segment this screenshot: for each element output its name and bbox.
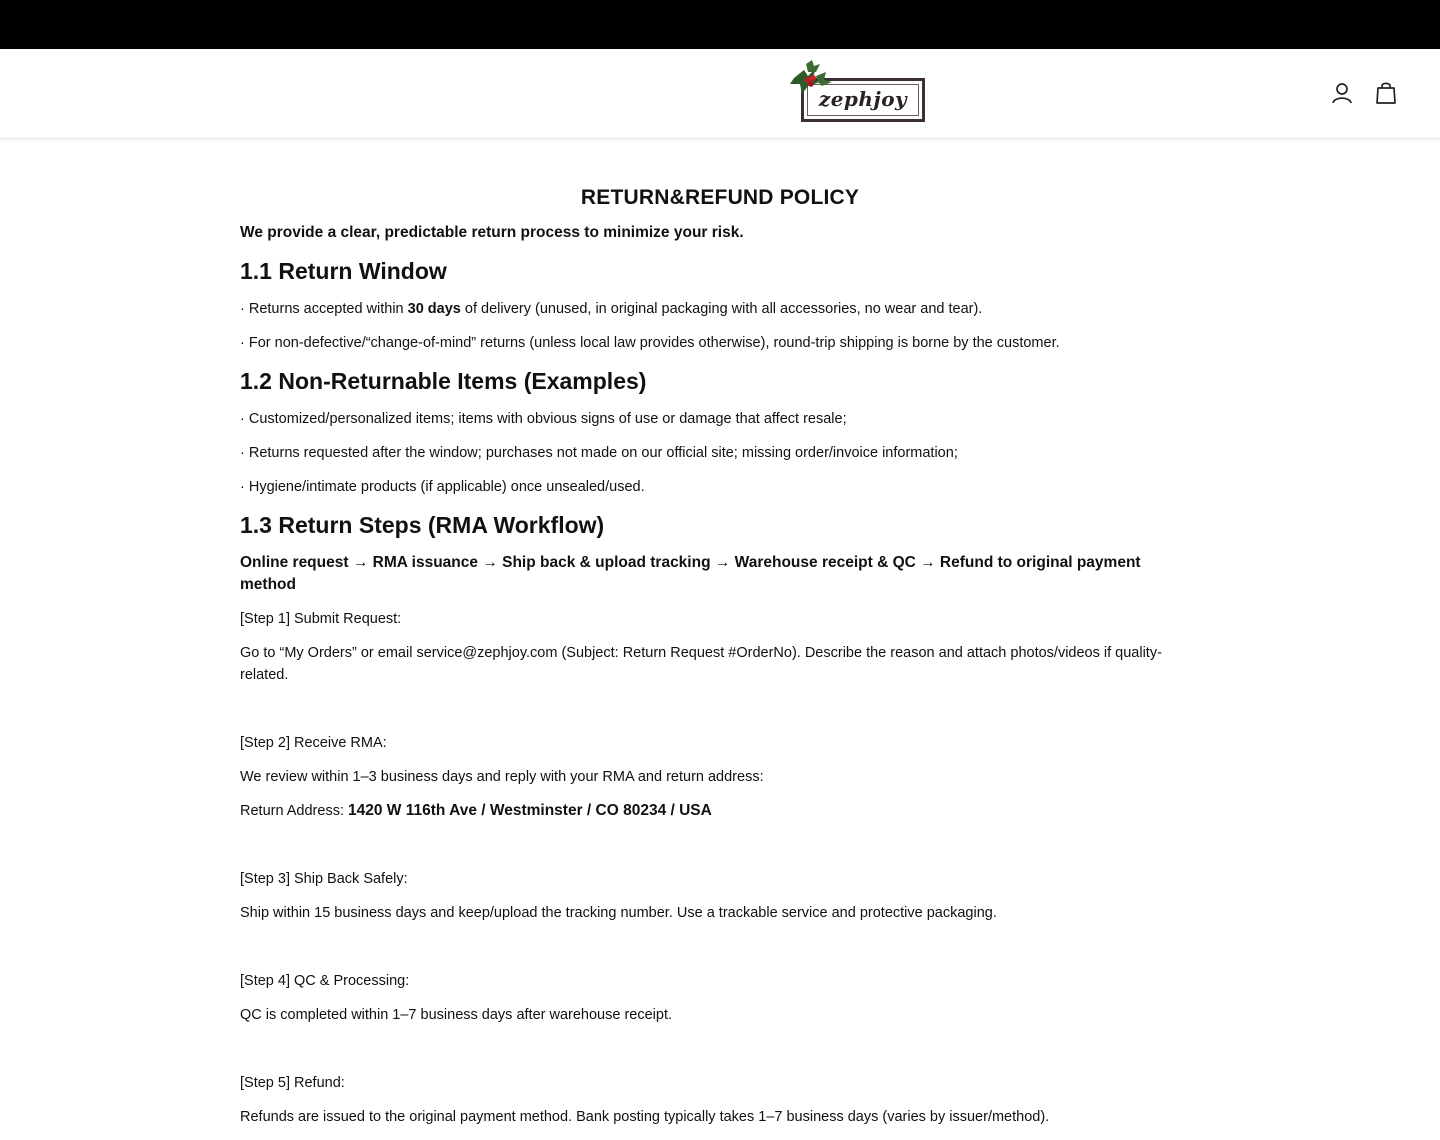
- step-5-text: Refunds are issued to the original payment method. Bank posting typically takes 1–7 business days (varies by issuer/method).: [240, 1109, 1050, 1125]
- return-address-value: 1420 W 116th Ave / Westminster / CO 80234 / USA: [348, 802, 712, 819]
- non-returnable-line-3: · Hygiene/intimate products (if applicable) once unsealed/used.: [240, 479, 645, 495]
- step-4-title: [Step 4] QC & Processing:: [240, 973, 410, 989]
- announcement-bar: [0, 0, 1440, 49]
- holly-icon: [786, 58, 836, 104]
- rma-workflow: Online request → RMA issuance → Ship back & upload tracking → Warehouse receipt & QC → Refund to original payment method: [240, 554, 1141, 593]
- step-3-title: [Step 3] Ship Back Safely:: [240, 871, 408, 887]
- spacer: [240, 834, 1200, 868]
- text-fragment: · Returns accepted within: [240, 301, 408, 317]
- return-address: [240, 800, 1200, 822]
- policy-content: [240, 186, 1200, 1140]
- step-2-text: We review within 1–3 business days and reply with your RMA and return address:: [240, 769, 764, 785]
- text-fragment: of delivery (unused, in original packaging with all accessories, no wear and tear).: [460, 301, 983, 317]
- site-header: [0, 49, 1440, 139]
- step-1-text: Go to “My Orders” or email service@zephjoy.com (Subject: Return Request #OrderNo). Describe the reason and attach photos/videos if quality-related.: [240, 645, 1162, 683]
- step-1-title: [Step 1] Submit Request:: [240, 611, 402, 627]
- logo-text: zephjoy: [818, 87, 908, 111]
- spacer: [240, 936, 1200, 970]
- section-heading-return-window: 1.1 Return Window: [240, 258, 447, 284]
- spacer: [240, 1038, 1200, 1072]
- return-days: 30 days: [407, 301, 461, 317]
- step-4-text: QC is completed within 1–7 business days after warehouse receipt.: [240, 1007, 672, 1023]
- user-icon[interactable]: [1330, 81, 1354, 105]
- page-title: RETURN&REFUND POLICY: [580, 186, 860, 209]
- step-5-title: [Step 5] Refund:: [240, 1075, 345, 1091]
- section-heading-non-returnable: 1.2 Non-Returnable Items (Examples): [240, 368, 647, 394]
- step-3-text: Ship within 15 business days and keep/upload the tracking number. Use a trackable service and protective packaging.: [240, 905, 997, 921]
- return-address-label: Return Address:: [240, 803, 348, 819]
- step-2-title: [Step 2] Receive RMA:: [240, 735, 387, 751]
- non-returnable-line-2: · Returns requested after the window; purchases not made on our official site; missing order/invoice information;: [240, 445, 958, 461]
- intro-text: We provide a clear, predictable return process to minimize your risk.: [240, 224, 744, 241]
- site-logo[interactable]: [786, 58, 932, 128]
- return-window-line-2: · For non-defective/“change-of-mind” returns (unless local law provides otherwise), round-trip shipping is borne by the customer.: [240, 335, 1060, 351]
- non-returnable-line-1: · Customized/personalized items; items with obvious signs of use or damage that affect resale;: [240, 411, 847, 427]
- return-window-line-1: [240, 298, 1200, 320]
- shopping-bag-icon[interactable]: [1374, 81, 1398, 105]
- spacer: [240, 698, 1200, 732]
- section-heading-return-steps: 1.3 Return Steps (RMA Workflow): [240, 512, 605, 538]
